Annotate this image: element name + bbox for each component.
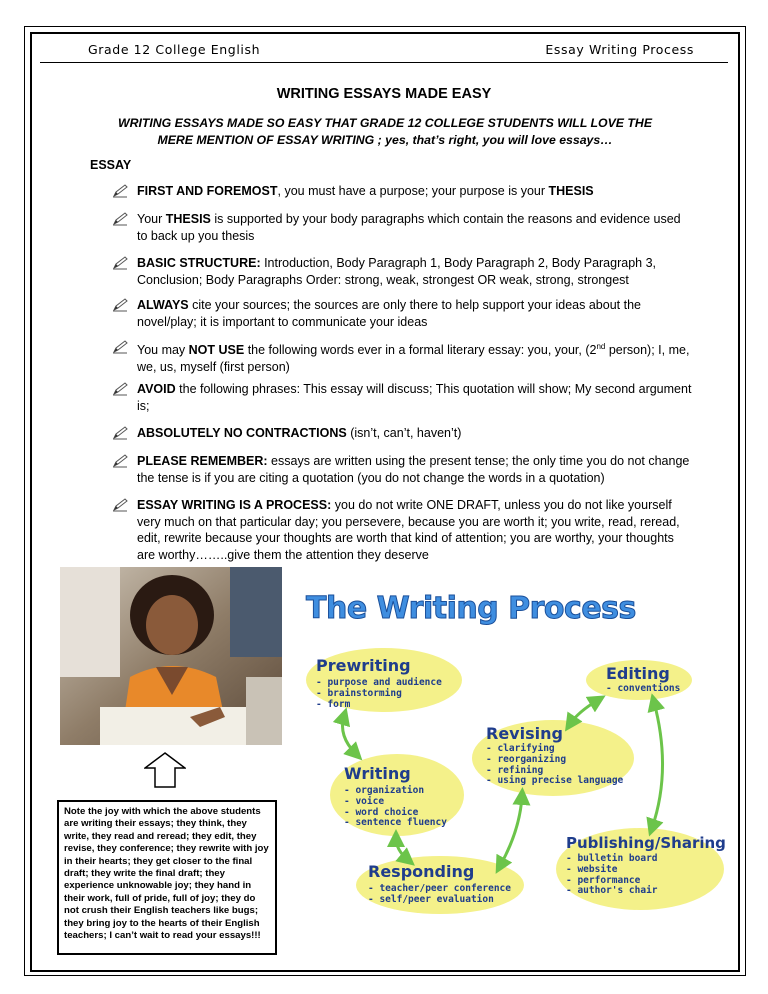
page-title: WRITING ESSAYS MADE EASY	[276, 86, 492, 102]
bullet-text: Your	[137, 212, 166, 226]
bullet-text: the following words ever in a formal literary essay: you, your, (2	[244, 343, 597, 358]
subtitle-line-1: WRITING ESSAYS MADE SO EASY THAT GRADE 12 COLLEGE STUDENTS WILL LOVE THE	[117, 116, 653, 130]
bullet-item	[112, 297, 692, 330]
bullet-text: essays are written using the present tense; the only time you do not change the tense is if you are citing a quotation (you do not change the words in a quotation)	[137, 454, 690, 485]
bullet-bold: ABSOLUTELY NO CONTRACTIONS	[137, 426, 347, 440]
prewriting-item: - purpose and audience	[316, 677, 442, 688]
bullet-bold: THESIS	[165, 212, 211, 226]
revising-heading: Revising	[486, 724, 563, 743]
bullet-text: the following phrases: This essay will discuss; This quotation will show; My second argument is;	[137, 382, 692, 413]
prewriting-heading: Prewriting	[316, 656, 411, 675]
bullet-text: (isn’t, can’t, haven’t)	[346, 426, 462, 440]
header-rule	[40, 62, 728, 63]
revising-item: - using precise language	[486, 775, 624, 787]
publishing-items	[566, 854, 658, 897]
bullet-text: cite your sources; the sources are only there to help support your ideas about the novel/play; it is important to communicate your ideas	[137, 298, 641, 329]
bullet-bold: PLEASE REMEMBER:	[137, 454, 268, 468]
revising-items	[486, 744, 623, 787]
note-box: Note the joy with which the above students are writing their essays; they think, they write, they read and reread; they edit, they revise, they conference; they rewrite with joy in their hearts; they get closer to the final draft; they write the final draft; they experience unknowable joy; they hand in their work, full of pride, full of joy; they do not crush their English teachers like bugs; they bring joy to the hearts of their English teachers; I can’t wait to read your essays!!!	[57, 800, 277, 955]
writing-items	[344, 786, 447, 829]
writing-item: - word choice	[344, 806, 419, 818]
bullet-text: is supported by your body paragraphs which contain the reasons and evidence used to back up you thesis	[137, 212, 681, 243]
publishing-item: - performance	[566, 874, 641, 886]
bullet-bold: ALWAYS	[137, 298, 189, 312]
writing-item: - sentence fluency	[344, 817, 447, 829]
writing-item: - voice	[344, 795, 385, 807]
bullet-item	[112, 425, 692, 442]
pencil-icon	[112, 426, 128, 440]
responding-item: - teacher/peer conference	[368, 883, 511, 894]
students-photo	[60, 567, 282, 745]
responding-items	[368, 884, 511, 906]
bullet-text: you do not write ONE DRAFT, unless you do not like yourself very much on that particular day; you persevere, because you are worth it; you write, read, reread, edit, rewrite because your thoughts are worth that kind of attention; you are worthy, your thoughts are worthy……..give them the attention they deserve	[137, 498, 680, 562]
bullet-bold: BASIC STRUCTURE:	[137, 256, 261, 270]
header-left: Grade 12 College English	[88, 42, 261, 57]
bullet-bold: FIRST AND FOREMOST	[137, 184, 278, 198]
pencil-icon	[112, 184, 128, 198]
students-photo-art	[60, 567, 282, 745]
header-right: Essay Writing Process	[545, 42, 694, 57]
writing-item: - organization	[344, 785, 425, 796]
revising-item: - clarifying	[486, 743, 555, 754]
bullet-text: You may	[137, 343, 189, 358]
revising-item: - reorganizing	[486, 753, 567, 765]
bullet-bold: AVOID	[137, 382, 176, 396]
publishing-item: - website	[566, 863, 618, 875]
pencil-icon	[112, 454, 128, 468]
subtitle-line-2: MERE MENTION OF ESSAY WRITING ; yes, that’s right, you will love essays…	[157, 133, 613, 147]
publishing-heading: Publishing/Sharing	[566, 834, 726, 852]
pencil-icon	[112, 498, 128, 512]
editing-heading: Editing	[606, 664, 670, 683]
bullet-item	[112, 381, 692, 414]
bullet-item	[112, 211, 692, 244]
writing-heading: Writing	[344, 764, 411, 783]
bullet-text: person); I, me, we, us, myself (first person)	[137, 343, 690, 374]
pencil-icon	[112, 382, 128, 396]
bullet-text: , you must have a purpose; your purpose is your	[277, 184, 549, 198]
bullet-text: Introduction, Body Paragraph 1, Body Paragraph 2, Body Paragraph 3, Conclusion; Body Paragraphs Order: strong, weak, strongest OR weak, strong, strongest	[137, 256, 657, 287]
bullet-bold: ESSAY WRITING IS A PROCESS:	[137, 498, 332, 512]
bullet-item	[112, 255, 692, 288]
up-arrow-icon	[144, 752, 186, 788]
editing-items	[606, 684, 680, 695]
bullet-superscript: nd	[596, 342, 606, 351]
bullet-item	[112, 183, 692, 200]
bullet-bold: THESIS	[548, 184, 594, 198]
diagram-title: The Writing Process	[306, 591, 636, 626]
revising-item: - refining	[486, 764, 544, 776]
pencil-icon	[112, 212, 128, 226]
section-label: ESSAY	[90, 158, 132, 172]
bullet-item	[112, 497, 692, 563]
publishing-item: - author's chair	[566, 885, 658, 897]
editing-item: - conventions	[606, 683, 681, 694]
subtitle	[95, 115, 675, 149]
prewriting-item: - form	[316, 698, 351, 710]
pencil-icon	[112, 340, 128, 354]
bullet-bold: NOT USE	[188, 343, 245, 358]
bullet-item	[112, 453, 692, 486]
publishing-item: - bulletin board	[566, 853, 658, 864]
responding-item: - self/peer evaluation	[368, 893, 494, 905]
prewriting-items	[316, 678, 442, 710]
pencil-icon	[112, 256, 128, 270]
bullet-item	[112, 339, 692, 375]
prewriting-item: - brainstorming	[316, 687, 402, 699]
pencil-icon	[112, 298, 128, 312]
responding-heading: Responding	[368, 862, 475, 881]
